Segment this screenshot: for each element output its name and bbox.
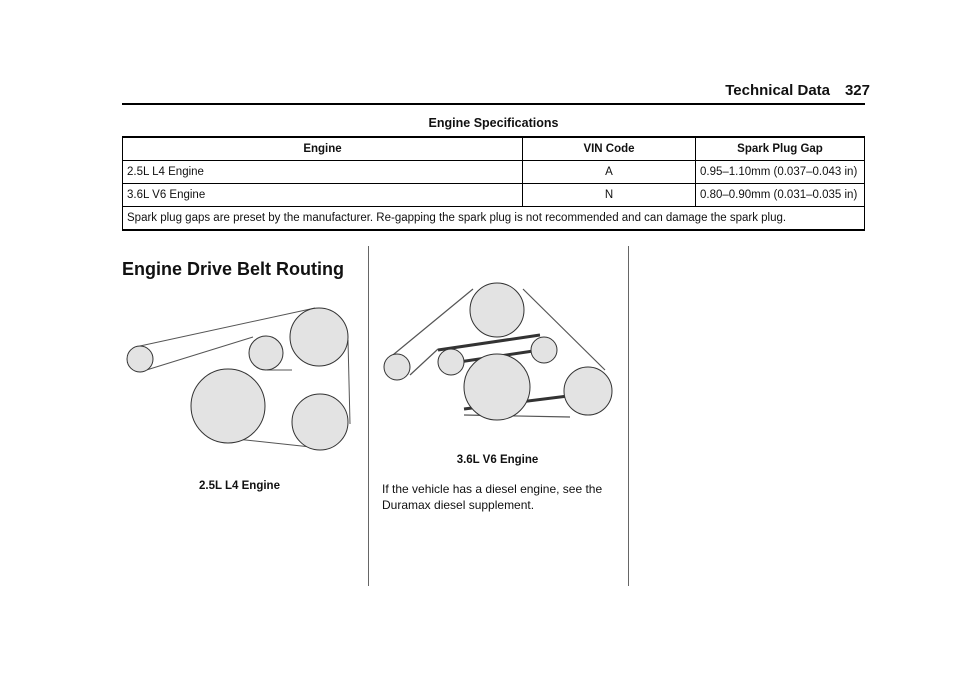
engine-spec-table	[122, 136, 865, 231]
page-header	[0, 82, 960, 102]
v6-belt-routing-diagram	[380, 275, 615, 425]
pulley	[249, 336, 283, 370]
belt-segment	[438, 335, 540, 350]
figure-caption-l4: 2.5L L4 Engine	[199, 480, 280, 492]
l4-belt-routing-diagram	[122, 300, 357, 460]
pulley	[292, 394, 348, 450]
table-row	[123, 161, 865, 184]
column-header-gap: Spark Plug Gap	[696, 137, 865, 161]
belt-segment	[140, 308, 315, 346]
table-caption: Engine Specifications	[428, 116, 559, 130]
pulley	[464, 354, 530, 420]
section-heading: Engine Drive Belt Routing	[122, 259, 345, 279]
figure-caption-v6: 3.6L V6 Engine	[456, 454, 539, 466]
header-rule	[122, 103, 865, 105]
diesel-note-paragraph: If the vehicle has a diesel engine, see the Duramax diesel supplement.	[382, 482, 603, 512]
belt-segment	[388, 289, 473, 359]
pulley	[384, 354, 410, 380]
belt-segment	[348, 340, 350, 424]
cell-gap: 0.80–0.90mm (0.031–0.035 in)	[696, 184, 865, 207]
pulley	[470, 283, 524, 337]
header-section-title: Technical Data	[725, 82, 830, 99]
table-note: Spark plug gaps are preset by the manufacturer. Re-gapping the spark plug is not recommended and can damage the spark plug.	[123, 207, 865, 231]
pulley	[531, 337, 557, 363]
column-header-vin: VIN Code	[523, 137, 696, 161]
pulley	[438, 349, 464, 375]
cell-vin: A	[523, 161, 696, 184]
table-row	[123, 184, 865, 207]
pulley	[127, 346, 153, 372]
cell-vin: N	[523, 184, 696, 207]
pulley	[564, 367, 612, 415]
column-divider	[628, 246, 629, 586]
page-number: 327	[844, 82, 870, 99]
pulley	[191, 369, 265, 443]
pulley	[290, 308, 348, 366]
cell-gap: 0.95–1.10mm (0.037–0.043 in)	[696, 161, 865, 184]
column-header-engine: Engine	[123, 137, 523, 161]
table-header-row	[123, 137, 865, 161]
cell-engine: 2.5L L4 Engine	[123, 161, 523, 184]
table-note-row	[123, 207, 865, 231]
cell-engine: 3.6L V6 Engine	[123, 184, 523, 207]
column-divider	[368, 246, 369, 586]
belt-segment	[410, 349, 438, 375]
